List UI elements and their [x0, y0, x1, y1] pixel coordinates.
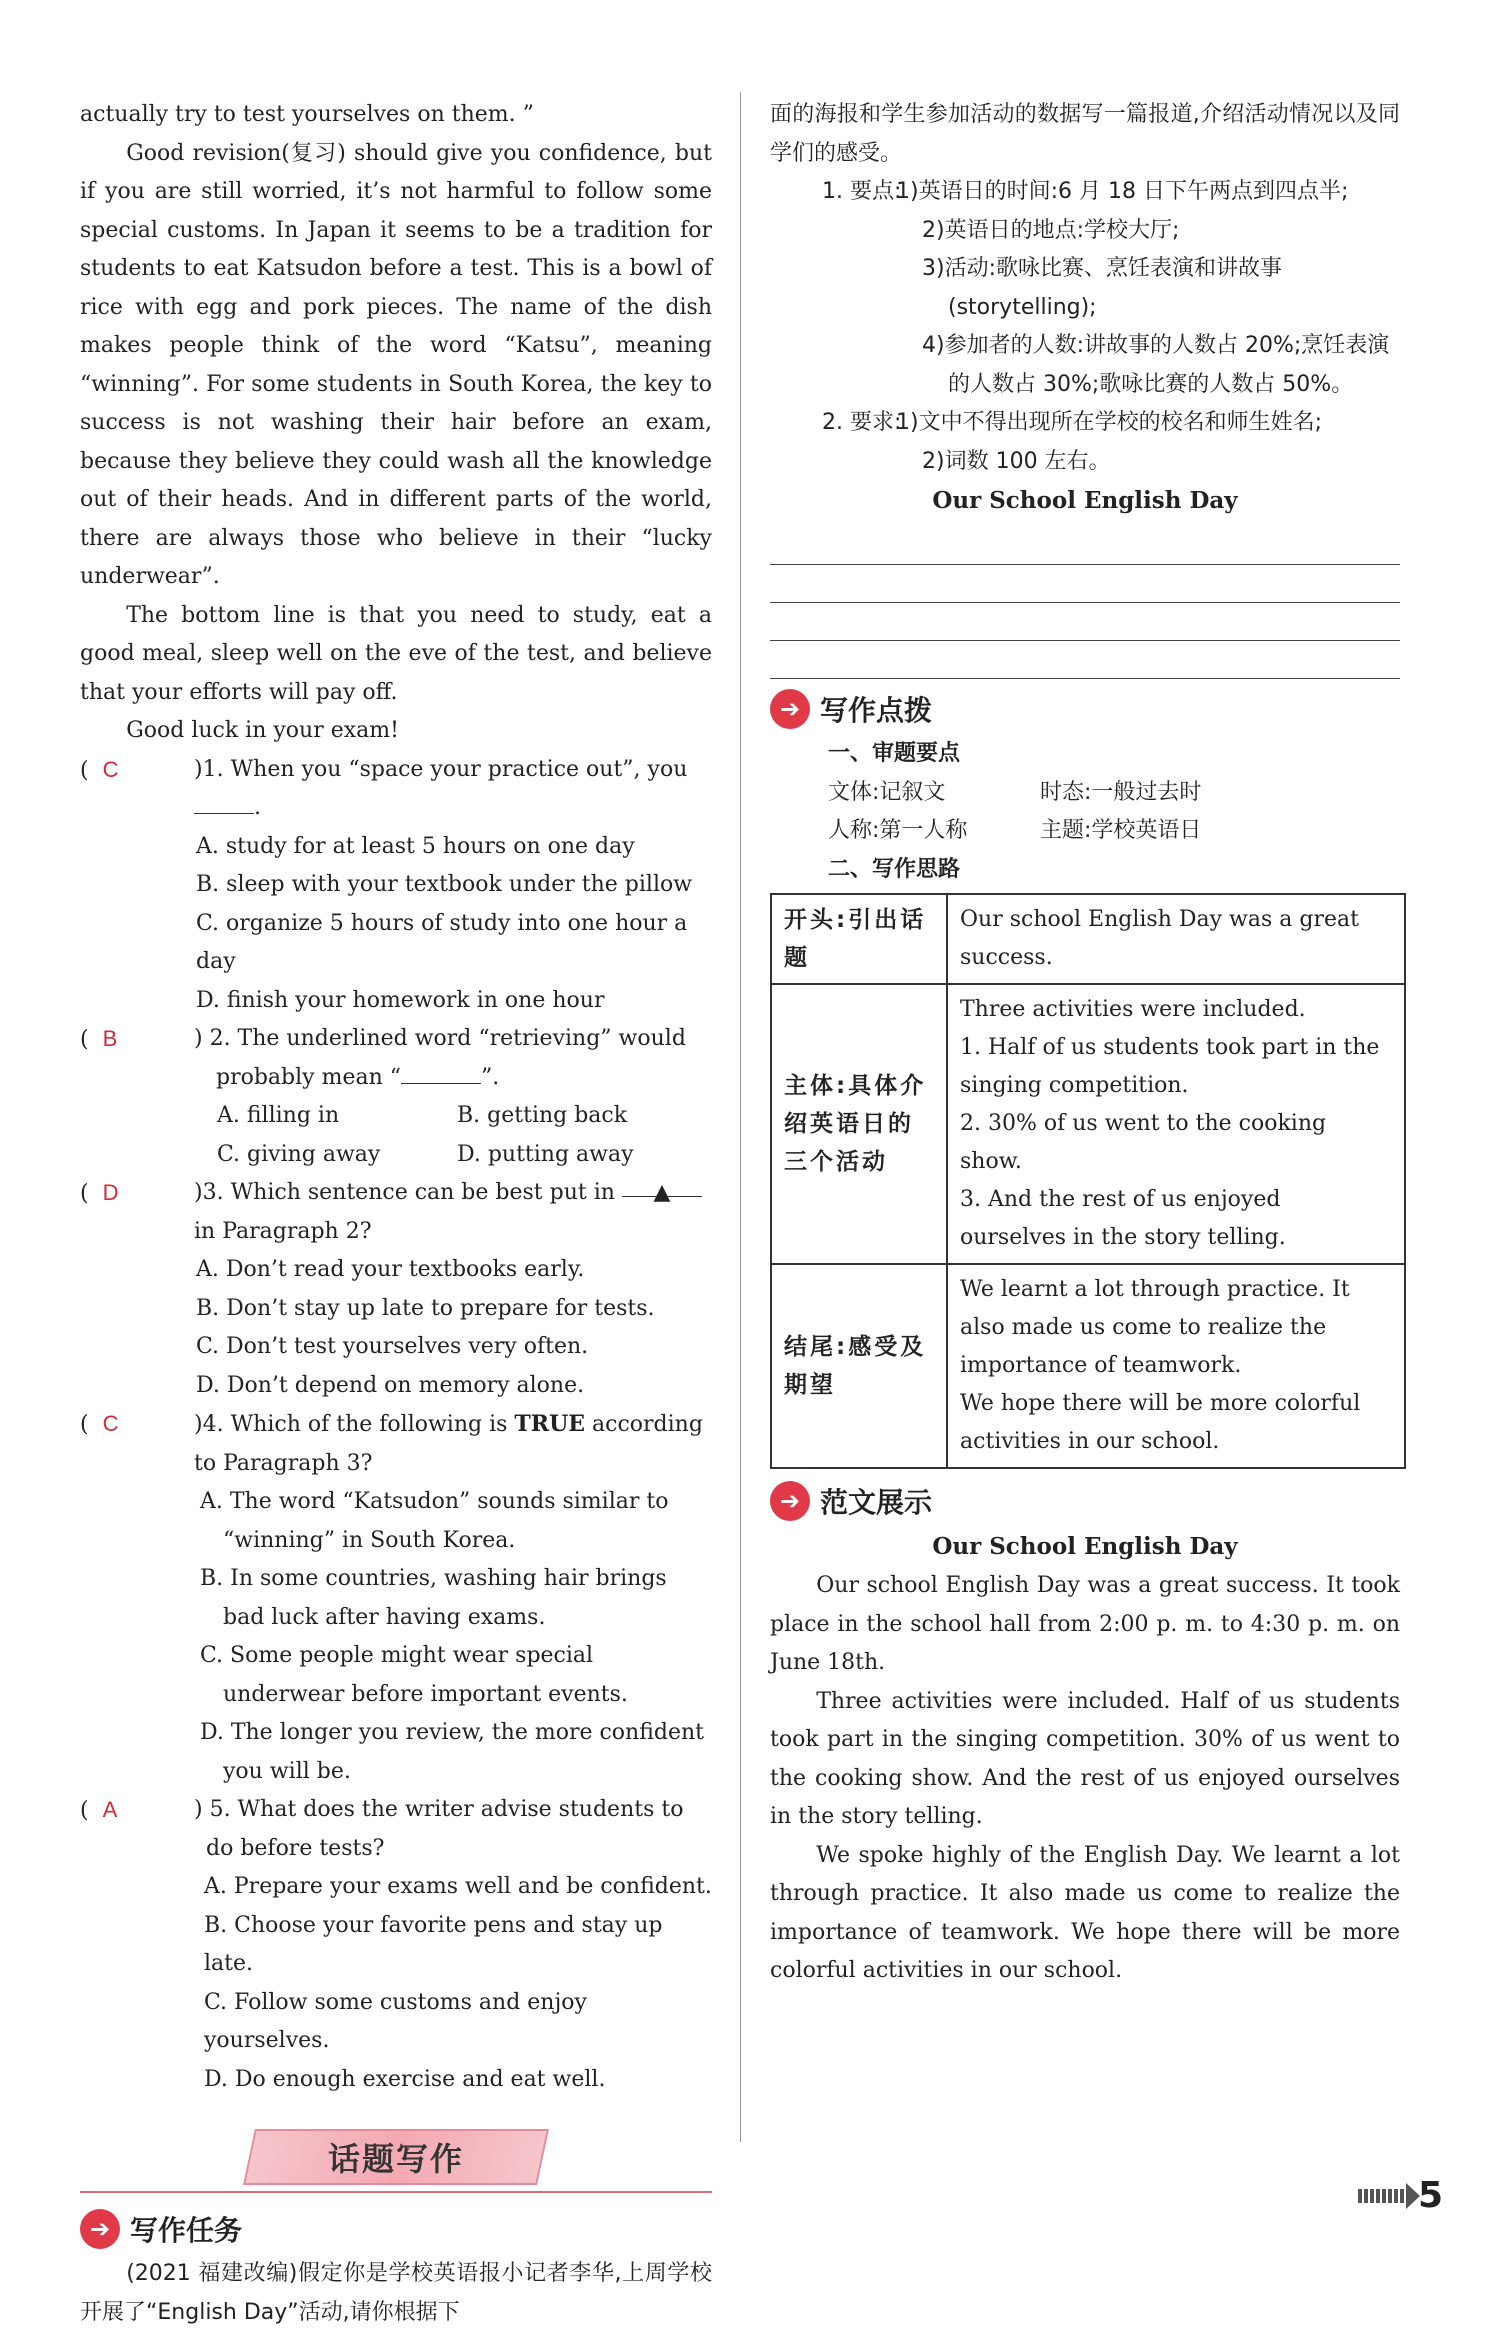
option: D. The longer you review, the more confident you will be.	[200, 1720, 705, 1784]
essay-title: Our School English Day	[932, 487, 1238, 514]
row-content	[947, 984, 1405, 1264]
question-1	[80, 751, 712, 828]
tense: 时态:一般过去时	[1040, 779, 1202, 805]
paragraph: Good luck in your exam!	[126, 718, 399, 743]
writing-line[interactable]	[770, 527, 1400, 565]
line: Our school English Day was a great success.	[960, 907, 1359, 970]
requirement-item: 4)参加者的人数:讲故事的人数占 20%;烹饪表演的人数占 30%;歌咏比赛的人数占 50%。	[922, 333, 1390, 397]
left-column	[80, 96, 712, 2332]
sample-title: Our School English Day	[932, 1533, 1238, 1560]
question-stem-end: .	[254, 795, 261, 820]
answer-bracket: ( C	[80, 1411, 119, 1437]
option: D. putting away	[457, 1141, 634, 1167]
writing-line[interactable]	[770, 565, 1400, 603]
question-stem: )1. When you “space your practice out”, you	[194, 756, 688, 782]
line: 1. Half of us students took part in the singing competition.	[960, 1035, 1380, 1098]
page-number	[1358, 2175, 1443, 2216]
banner-underline	[80, 2191, 712, 2193]
answer: D	[102, 1180, 119, 1205]
writing-tips-heading	[770, 689, 1400, 729]
heading-text: 写作任务	[130, 2214, 243, 2247]
answer-blank[interactable]	[401, 1061, 481, 1084]
option: B. Choose your favorite pens and stay up late.	[204, 1912, 663, 1976]
topic: 主题:学校英语日	[1040, 818, 1202, 843]
arrow-right-icon: ➔	[80, 2209, 120, 2249]
option: D. Do enough exercise and eat well.	[204, 2066, 606, 2092]
row-header: 主体:具体介绍英语日的三个活动	[771, 984, 947, 1264]
line: 3. And the rest of us enjoyed ourselves in the story telling.	[960, 1187, 1286, 1250]
option: B. Don’t stay up late to prepare for tests.	[196, 1295, 655, 1321]
writing-area[interactable]	[770, 527, 1400, 679]
line: We learnt a lot through practice. It also made us come to realize the importance of teamwork.	[960, 1277, 1350, 1378]
row-content	[947, 1264, 1405, 1468]
option: A. Don’t read your textbooks early.	[196, 1257, 585, 1282]
emphasis: TRUE	[514, 1411, 586, 1437]
answer: C	[102, 756, 119, 782]
sample-essay-heading	[770, 1481, 1400, 1521]
requirement-label: 1. 要点:	[822, 179, 902, 204]
option: C. Follow some customs and enjoy yourselves.	[204, 1989, 587, 2053]
genre: 文体:记叙文	[828, 779, 946, 805]
analysis-block	[770, 735, 1400, 889]
option: B. getting back	[457, 1103, 628, 1128]
table-row	[771, 1264, 1405, 1468]
person: 人称:第一人称	[828, 818, 968, 843]
option: B. sleep with your textbook under the pillow	[196, 872, 693, 897]
question-stem-end: ”.	[481, 1064, 500, 1090]
question-3	[80, 1174, 712, 1251]
subheading: 二、写作思路	[828, 856, 961, 882]
right-column	[770, 96, 1400, 1991]
question-stem: )4. Which of the following is	[194, 1412, 508, 1437]
question-2	[80, 1020, 712, 1097]
banner-title: 话题写作	[327, 2140, 464, 2178]
topic-writing-banner	[243, 2129, 549, 2185]
writing-task-heading	[80, 2209, 712, 2249]
writing-line[interactable]	[770, 641, 1400, 679]
question-stem: ) 5. What does the writer advise students to do before tests?	[194, 1797, 684, 1861]
option: C. Don’t test yourselves very often.	[196, 1334, 589, 1359]
answer-bracket: ( D	[80, 1180, 119, 1206]
paragraph: actually try to test yourselves on them. ”	[80, 102, 534, 127]
requirement-item: 1)英语日的时间:6 月 18 日下午两点到四点半;	[896, 179, 1349, 204]
task-text: (2021 福建改编)假定你是学校英语报小记者李华,上周学校开展了“English Day”活动,请你根据下	[80, 2261, 712, 2325]
paragraph: Good revision(复习) should give you confidence, but if you are still worried, it’s not harmful to follow some special customs. In Japan it seems to be a tradition for students to eat Katsudon before a test. This is a bowl of rice with egg and pork pieces. The name of the dish makes people think of the word “Katsu”, meaning “winning”. For some students in South Korea, the key to success is not washing their hair before an exam, because they believe they could wash all the knowledge out of their heads. And in different parts of the world, there are always those who believe in their “lucky underwear”.	[80, 140, 712, 589]
question-stem-end: according to Paragraph 3?	[194, 1412, 703, 1476]
option-grid	[80, 1097, 712, 1174]
option: A. The word “Katsudon” sounds similar to “winning” in South Korea.	[200, 1489, 669, 1553]
line: Three activities were included.	[960, 997, 1306, 1022]
requirement-item: 2)英语日的地点:学校大厅;	[922, 217, 1180, 243]
writing-outline-table	[770, 893, 1406, 1469]
arrow-right-icon: ➔	[770, 1481, 810, 1521]
answer: C	[102, 1411, 119, 1436]
option: A. filling in	[217, 1103, 340, 1128]
answer: A	[102, 1797, 118, 1822]
answer-bracket: ( A	[80, 1797, 118, 1823]
row-header: 开头:引出话题	[771, 894, 947, 984]
question-stem: )3. Which sentence can be best put in	[194, 1180, 615, 1205]
sample-paragraph: We spoke highly of the English Day. We learnt a lot through practice. It also made us come to realize the importance of teamwork. We hope there will be more colorful activities in our school.	[770, 1842, 1400, 1983]
table-row	[771, 984, 1405, 1264]
option: A. Prepare your exams well and be confident.	[204, 1874, 712, 1899]
next-arrow-icon	[1358, 2189, 1408, 2203]
answer-bracket: ( C	[80, 756, 119, 783]
heading-text: 范文展示	[820, 1486, 933, 1519]
question-5	[80, 1791, 712, 1868]
answer-bracket: ( B	[80, 1026, 118, 1052]
heading-text: 写作点拨	[820, 694, 933, 727]
question-4	[80, 1405, 712, 1483]
option: D. Don’t depend on memory alone.	[196, 1372, 585, 1398]
line: We hope there will be more colorful activities in our school.	[960, 1391, 1361, 1454]
option: B. In some countries, washing hair brings bad luck after having exams.	[200, 1566, 667, 1630]
row-content	[947, 894, 1405, 984]
question-stem-end: in Paragraph 2?	[194, 1218, 372, 1244]
option: A. study for at least 5 hours on one day	[196, 833, 635, 859]
subheading: 一、审题要点	[828, 741, 961, 766]
paragraph: The bottom line is that you need to study, eat a good meal, sleep well on the eve of the test, and believe that your efforts will pay off.	[80, 602, 712, 705]
line: 2. 30% of us went to the cooking show.	[960, 1111, 1327, 1174]
page-number-text: 5	[1417, 2175, 1443, 2216]
row-header: 结尾:感受及期望	[771, 1264, 947, 1468]
option: C. Some people might wear special underwear before important events.	[200, 1643, 628, 1707]
option: D. finish your homework in one hour	[196, 987, 605, 1013]
requirement-1	[770, 173, 1400, 481]
requirement-item: 1)文中不得出现所在学校的校名和师生姓名;	[896, 410, 1322, 435]
requirement-item: 3)活动:歌咏比赛、烹饪表演和讲故事(storytelling);	[922, 256, 1282, 320]
requirement-label: 2. 要求:	[822, 410, 902, 435]
table-row	[771, 894, 1405, 984]
answer-blank[interactable]	[194, 791, 254, 814]
answer: B	[102, 1026, 118, 1051]
option: C. giving away	[217, 1141, 381, 1167]
triangle-icon: ▲	[653, 1180, 671, 1205]
question-stem: ) 2. The underlined word “retrieving” would probably mean “	[194, 1026, 686, 1090]
column-divider	[740, 92, 741, 2142]
requirement-item: 2)词数 100 左右。	[922, 448, 1111, 474]
sample-paragraph: Our school English Day was a great success. It took place in the school hall from 2:00 p. m. to 4:30 p. m. on June 18th.	[770, 1573, 1400, 1675]
writing-line[interactable]	[770, 603, 1400, 641]
option: C. organize 5 hours of study into one hour a day	[196, 910, 688, 974]
arrow-right-icon: ➔	[770, 689, 810, 729]
task-text-continued: 面的海报和学生参加活动的数据写一篇报道,介绍活动情况以及同学们的感受。	[770, 102, 1400, 166]
answer-blank[interactable]	[622, 1174, 702, 1205]
sample-paragraph: Three activities were included. Half of us students took part in the singing competition. 30% of us went to the cooking show. And the rest of us enjoyed ourselves in the story telling.	[770, 1688, 1400, 1829]
